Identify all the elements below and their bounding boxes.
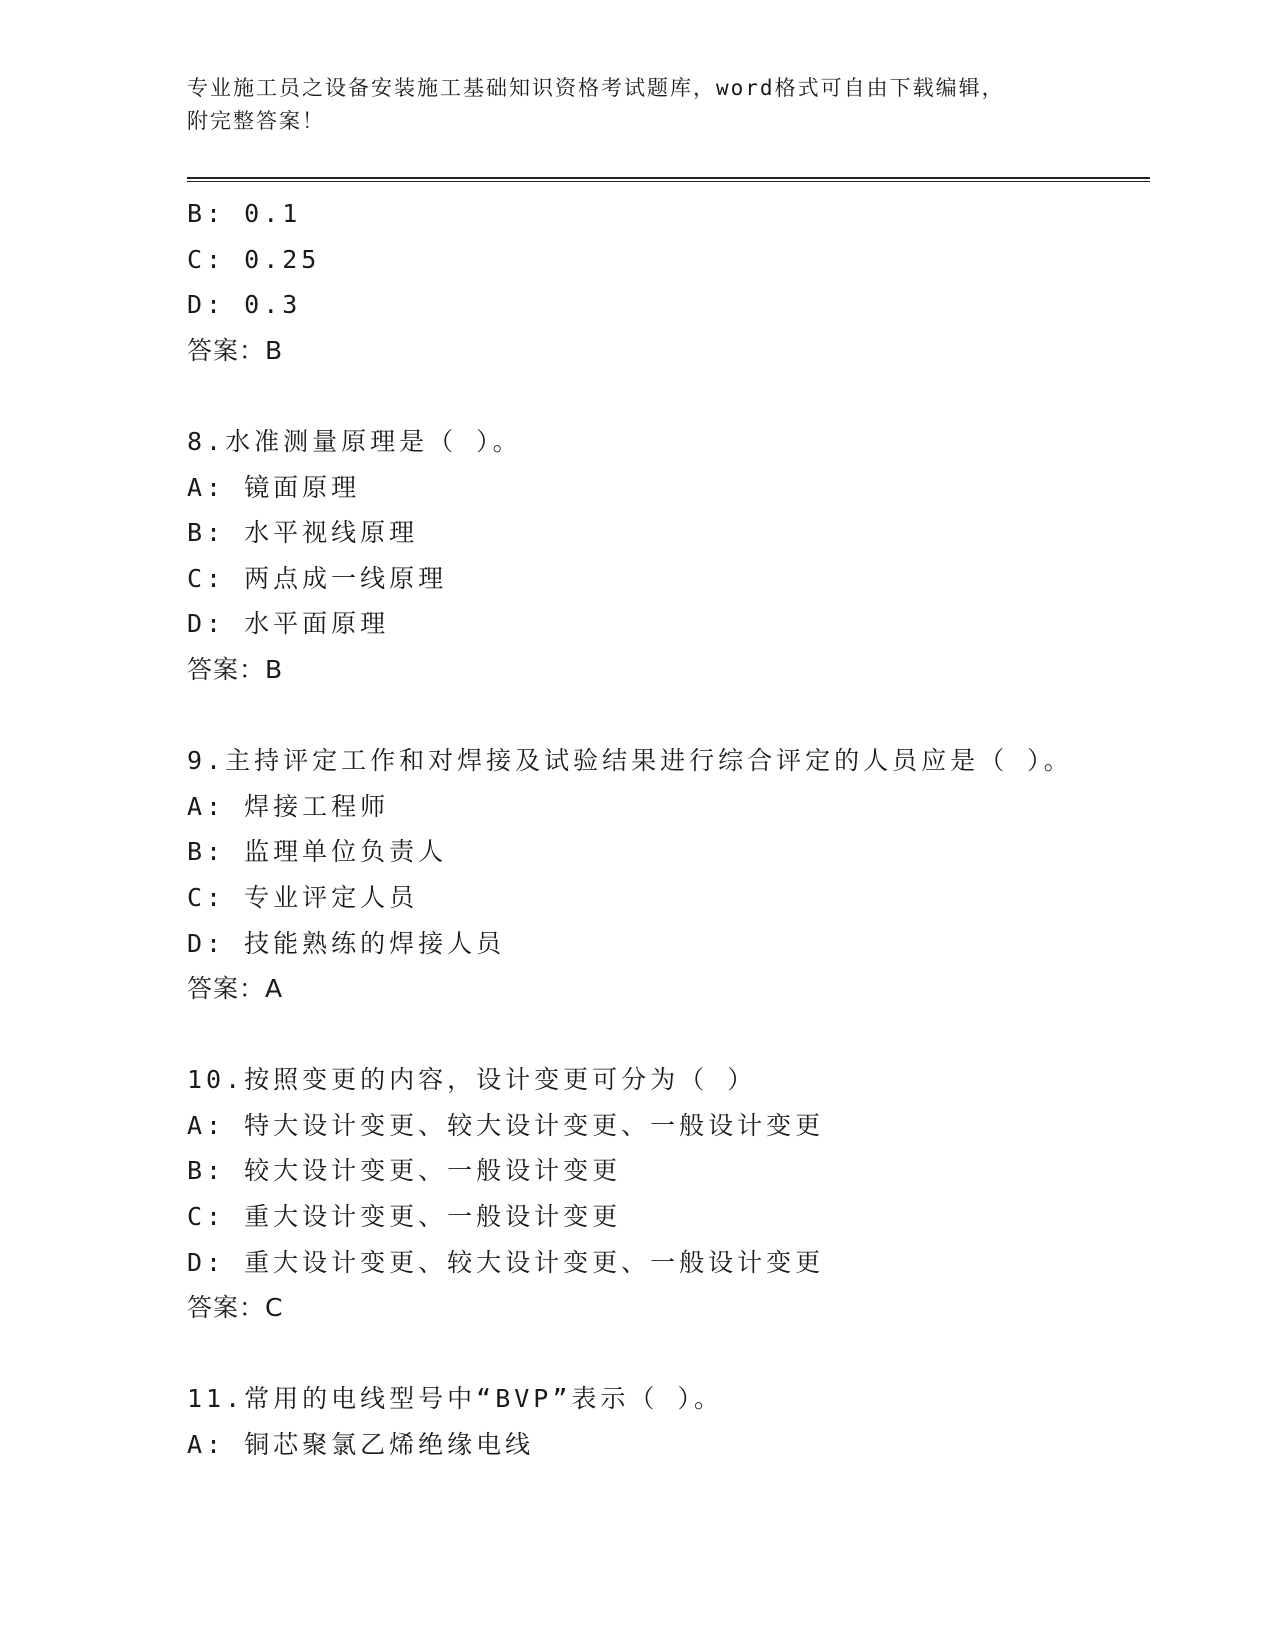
answer: 答案：A [187,974,284,1004]
option-c: C: 重大设计变更、一般设计变更 [187,1202,622,1232]
question-stem: 11.常用的电线型号中“BVP”表示（ ）。 [187,1384,723,1414]
question-stem: 10.按照变更的内容，设计变更可分为（ ） [187,1065,757,1095]
spacer [187,1331,1147,1377]
question-10 [187,1057,1147,1331]
option-c: C: 0.25 [187,244,321,274]
option-b: B: 0.1 [187,199,302,228]
option-a: A: 特大设计变更、较大设计变更、一般设计变更 [187,1110,825,1140]
option-a: A: 焊接工程师 [187,791,390,821]
header-divider [187,177,1150,182]
answer: 答案：B [187,654,284,684]
question-list [187,191,1147,1468]
spacer [187,1012,1147,1058]
spacer [187,373,1147,419]
question-9 [187,738,1147,1012]
answer: 答案：C [187,1293,284,1323]
option-d: D: 技能熟练的焊接人员 [187,928,506,958]
option-d: D: 0.3 [187,290,302,320]
option-c: C: 专业评定人员 [187,882,419,912]
spacer [187,693,1147,739]
question-8 [187,419,1147,693]
answer: 答案：B [187,335,284,365]
option-a: A: 铜芯聚氯乙烯绝缘电线 [187,1430,535,1460]
question-7-continued [187,191,1147,373]
question-stem: 8.水准测量原理是（ ）。 [187,426,522,456]
header-line-2: 附完整答案！ [187,109,325,133]
question-stem: 9.主持评定工作和对焊接及试验结果进行综合评定的人员应是（ ）。 [187,746,1073,776]
document-header [187,72,1087,138]
option-d: D: 重大设计变更、较大设计变更、一般设计变更 [187,1247,825,1277]
option-d: D: 水平面原理 [187,609,390,639]
option-b: B: 较大设计变更、一般设计变更 [187,1156,622,1186]
option-a: A: 镜面原理 [187,472,361,502]
option-b: B: 监理单位负责人 [187,837,448,867]
header-line-1: 专业施工员之设备安装施工基础知识资格考试题库，word格式可自由下载编辑， [187,76,1005,100]
option-b: B: 水平视线原理 [187,518,419,548]
question-11 [187,1376,1147,1467]
option-c: C: 两点成一线原理 [187,563,448,593]
